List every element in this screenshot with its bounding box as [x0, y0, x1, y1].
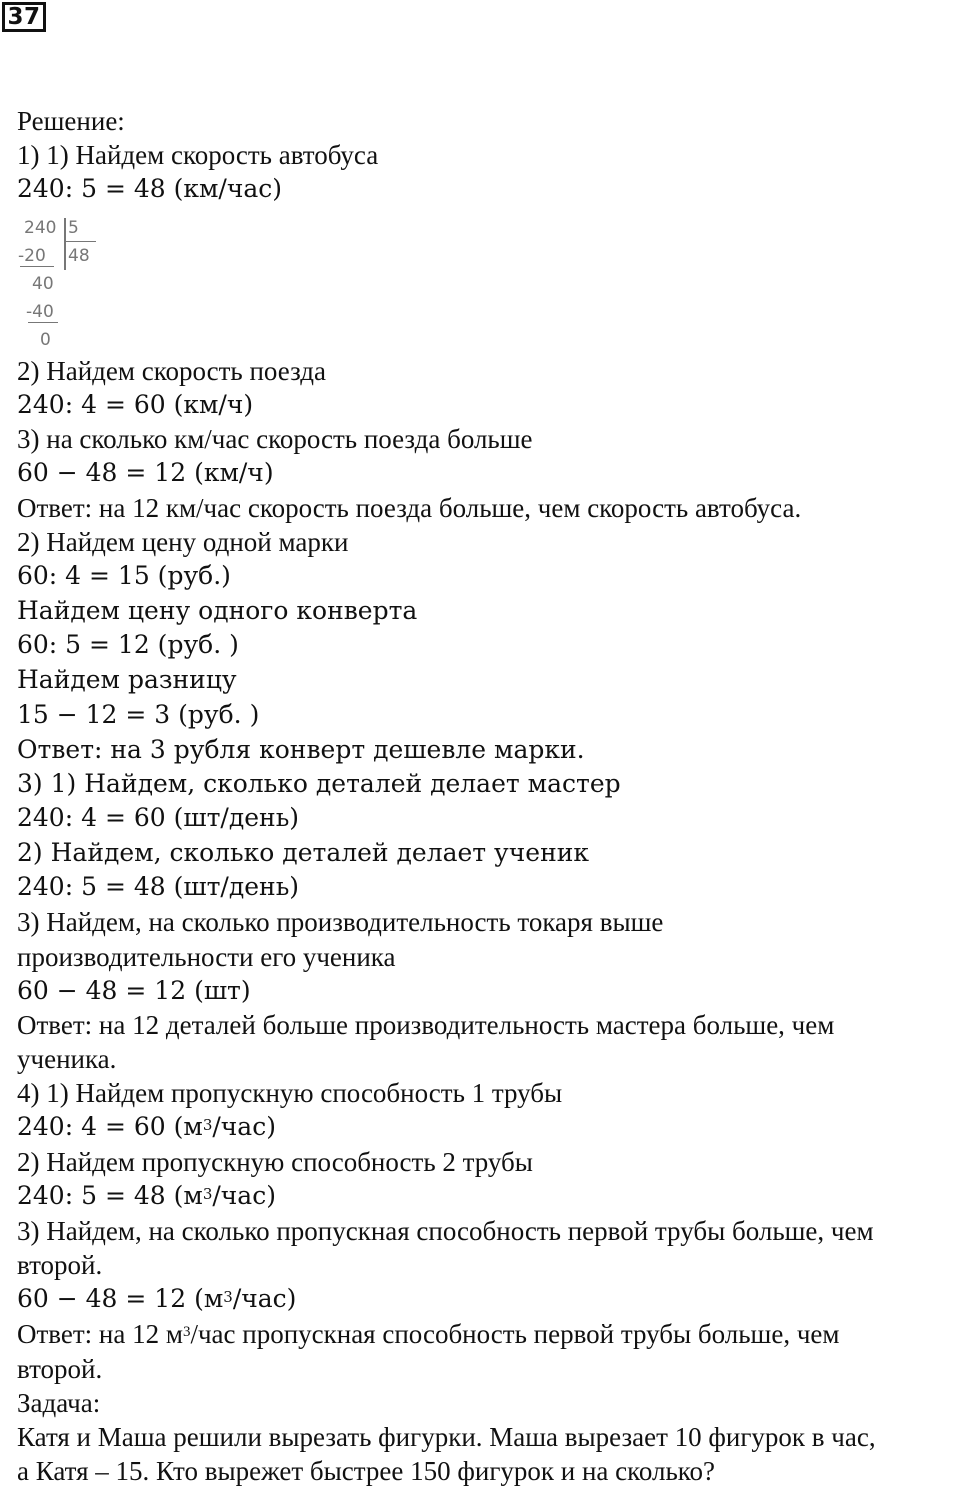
solution-line: 240: 4 = 60 (км/ч) [17, 390, 254, 419]
division-quotient-line [64, 241, 96, 242]
solution-line: 240: 5 = 48 $(м^3/час)$ [17, 1181, 276, 1210]
solution-line: Найдем цену одного конверта [17, 596, 418, 625]
solution-line: 3) Найдем, на сколько производительность токаря выше [17, 907, 664, 937]
division-vertical-line [64, 218, 66, 270]
solution-line: 60 − 48 = 12 $(м^3/час)$ [17, 1284, 297, 1313]
solution-line: Найдем разницу [17, 665, 237, 694]
long-division [18, 214, 108, 354]
solution-line: 1) 1) Найдем скорость автобуса [17, 140, 379, 170]
solution-line: 3) Найдем, на сколько пропускная способность первой трубы больше, чем [17, 1216, 874, 1246]
solution-line: Катя и Маша решили вырезать фигурки. Маша вырезает 10 фигурок в час, [17, 1422, 876, 1452]
division-dividend: 240 [24, 218, 57, 238]
solution-line: второй. [17, 1354, 103, 1384]
solution-line: 2) Найдем, сколько деталей делает ученик [17, 838, 590, 867]
division-quotient: 48 [68, 246, 90, 266]
solution-line: 4) 1) Найдем пропускную способность 1 трубы [17, 1078, 563, 1108]
solution-line: 240: 4 = 60 (шт/день) [17, 803, 300, 832]
solution-line: 60: 5 = 12 (руб. ) [17, 630, 239, 659]
division-step: 0 [40, 330, 51, 350]
solution-line: а Катя – 15. Кто вырежет быстрее 150 фигурок и на сколько? [17, 1456, 716, 1486]
solution-line: Задача: [17, 1388, 101, 1418]
division-step-underline [20, 266, 54, 267]
solution-line: 240: 5 = 48 (км/час) [17, 174, 283, 203]
solution-line: 2) Найдем скорость поезда [17, 356, 326, 386]
division-divisor: 5 [68, 218, 79, 238]
solution-line: 2) Найдем пропускную способность 2 трубы [17, 1147, 533, 1177]
solution-line: 15 − 12 = 3 (руб. ) [17, 700, 260, 729]
solution-line: 60 − 48 = 12 (км/ч) [17, 458, 274, 487]
solution-line: 60: 4 = 15 (руб.) [17, 561, 231, 590]
problem-number: 37 [2, 2, 46, 32]
solution-line: ученика. [17, 1044, 117, 1074]
solution-line: 2) Найдем цену одной марки [17, 527, 349, 557]
solution-line: Ответ: на 12 $м^3$/час пропускная способность первой трубы больше, чем [17, 1319, 840, 1349]
solution-line: Ответ: на 3 рубля конверт дешевле марки. [17, 735, 585, 764]
solution-line: 240: 4 = 60 $(м^3/час)$ [17, 1112, 276, 1141]
division-step: -40 [26, 302, 54, 322]
solution-line: Решение: [17, 106, 125, 136]
solution-line: 3) на сколько км/час скорость поезда больше [17, 424, 533, 454]
division-step-underline [28, 322, 58, 323]
solution-line: 60 − 48 = 12 (шт) [17, 976, 251, 1005]
solution-line: 3) 1) Найдем, сколько деталей делает мастер [17, 769, 621, 798]
solution-line: 240: 5 = 48 (шт/день) [17, 872, 300, 901]
solution-line: Ответ: на 12 деталей больше производительность мастера больше, чем [17, 1010, 835, 1040]
solution-line: второй. [17, 1250, 103, 1280]
division-step: 40 [32, 274, 54, 294]
solution-line: Ответ: на 12 км/час скорость поезда больше, чем скорость автобуса. [17, 493, 802, 523]
solution-line: производительности его ученика [17, 942, 396, 972]
division-step: -20 [18, 246, 46, 266]
